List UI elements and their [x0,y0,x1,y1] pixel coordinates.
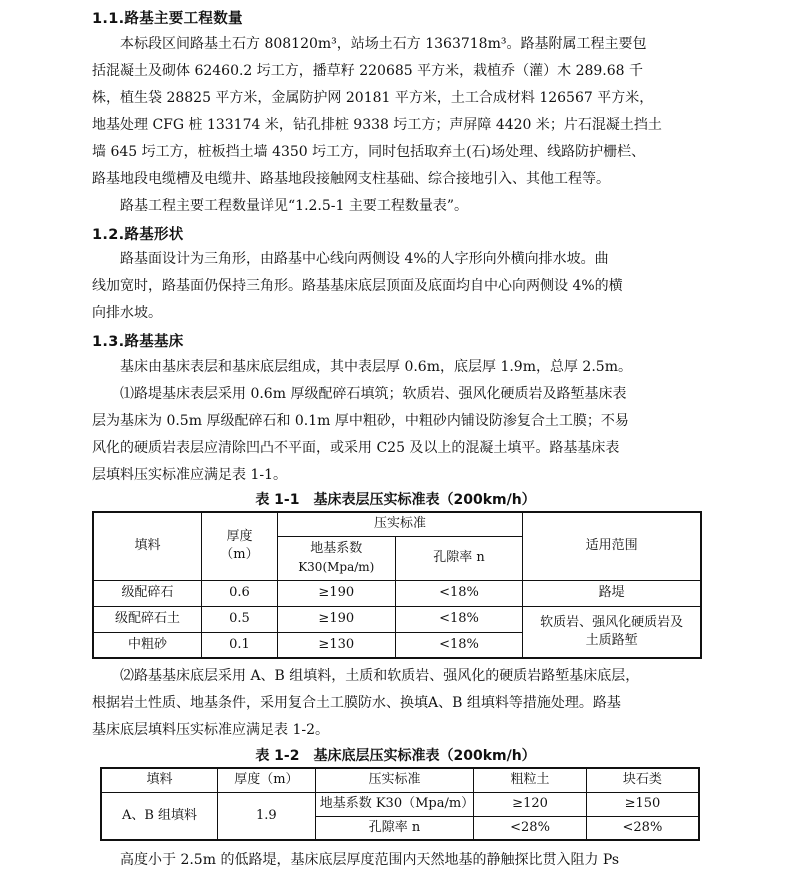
text-line: 基床由基床表层和基床底层组成，其中表层厚 0.6m，底层厚 1.9m，总厚 2.5m。 [120,359,632,375]
table-cell: ≥190 [277,580,395,606]
table-header-cell: 粗粒土 [474,768,587,792]
table-row [93,580,701,606]
section-heading-1-1: 1.1.路基主要工程数量 [92,11,243,27]
text-line: 层为基床为 0.5m 厚级配碎石和 0.1m 厚中粗砂，中粗砂内铺设防渗复合土工膜；不易 [92,413,629,429]
table-cell: <18% [395,606,523,632]
table-1-2 [100,767,700,841]
table-cell: 级配碎石 [93,580,202,606]
section-heading-1-3: 1.3.路基基床 [92,334,184,350]
table-cell: A、B 组填料 [101,792,218,840]
table-cell: ≥120 [474,792,587,816]
text-line: 基床底层填料压实标准应满足表 1-2。 [92,722,329,738]
table-header-cell: 压实标准 [315,768,474,792]
table-cell: 地基系数 K30（Mpa/m） [315,792,474,816]
paragraph-quantities [92,31,704,193]
paragraph-shape [92,246,704,327]
table-row [93,606,701,632]
table-1-2-caption: 表 1-2 基床底层压实标准表（200km/h） [255,748,536,764]
text-line: 路基面设计为三角形，由路基中心线向两侧设 4%的人字形向外横向排水坡。曲 [120,251,609,267]
text-line: 墙 645 圬工方，桩板挡土墙 4350 圬工方，同时包括取弃土(石)场处理、线路防护栅栏、 [92,144,646,160]
table-cell: 级配碎石土 [93,606,202,632]
table-header-cell: 厚度 （m） [202,512,278,580]
table-cell: 1.9 [218,792,316,840]
paragraph-low-embankment [92,847,704,874]
table-header-cell: 适用范围 [523,512,701,580]
table-header-cell: 块石类 [586,768,699,792]
text-line: ⑵路基基床底层采用 A、B 组填料，土质和软质岩、强风化的硬质岩路堑基床底层， [120,668,640,684]
table-header-cell: 填料 [101,768,218,792]
text-line: 路基工程主要工程数量详见“1.2.5-1 主要工程数量表”。 [120,198,469,214]
text-line: ⑴路堤基床表层采用 0.6m 厚级配碎石填筑；软质岩、强风化硬质岩及路堑基床表 [120,386,627,402]
text-line: 向排水坡。 [92,305,162,321]
text-line: 本标段区间路基土石方 808120m³，站场土石方 1363718m³。路基附属工程主要包 [120,36,647,52]
table-cell: 软质岩、强风化硬质岩及 土质路堑 [523,606,701,658]
text-line: 线加宽时，路基面仍保持三角形。路基基床底层顶面及底面均自中心向两侧设 4%的横 [92,278,623,294]
table-header-cell: 孔隙率 n [395,536,523,580]
table-header-cell: 厚度（m） [218,768,316,792]
table-cell: <28% [474,816,587,840]
text-line: 路基地段电缆槽及电缆井、路基地段接触网支柱基础、综合接地引入、其他工程等。 [92,171,610,187]
table-row [101,792,699,816]
table-header-cell: 压实标准 [277,512,522,536]
table-header-cell: 地基系数 K30(Mpa/m) [277,536,395,580]
text-line: 层填料压实标准应满足表 1-1。 [92,467,287,483]
table-cell: <18% [395,632,523,658]
paragraph-bed-intro [92,354,704,381]
table-cell: <18% [395,580,523,606]
paragraph-surface-layer [92,381,704,489]
text-line: 风化的硬质岩表层应清除凹凸不平面，或采用 C25 及以上的混凝土填平。路基基床表 [92,440,620,456]
table-cell: 孔隙率 n [315,816,474,840]
table-cell: ≥130 [277,632,395,658]
table-cell: ≥150 [586,792,699,816]
text-line: 地基处理 CFG 桩 133174 米，钻孔排桩 9338 圬工方；声屏障 4420 米；片石混凝土挡土 [92,117,662,133]
table-cell: <28% [586,816,699,840]
paragraph-reference [92,193,704,220]
paragraph-bottom-layer [92,663,704,744]
table-1-1-caption: 表 1-1 基床表层压实标准表（200km/h） [255,492,536,508]
table-cell: 中粗砂 [93,632,202,658]
text-line: 根据岩土性质、地基条件，采用复合土工膜防水、换填A、B 组填料等措施处理。路基 [92,695,621,711]
table-cell: 0.5 [202,606,278,632]
table-cell: 0.6 [202,580,278,606]
table-cell: 路堤 [523,580,701,606]
table-cell: 0.1 [202,632,278,658]
table-header-cell: 填料 [93,512,202,580]
table-1-1 [92,511,702,659]
section-heading-1-2: 1.2.路基形状 [92,227,184,243]
text-line: 株，植生袋 28825 平方米，金属防护网 20181 平方米，土工合成材料 126567 平方米， [92,90,654,106]
text-line: 高度小于 2.5m 的低路堤，基床底层厚度范围内天然地基的静触探比贯入阻力 Ps [120,852,620,868]
text-line: 括混凝土及砌体 62460.2 圬工方，播草籽 220685 平方米，栽植乔（灌）木 289.68 千 [92,63,644,79]
table-cell: ≥190 [277,606,395,632]
